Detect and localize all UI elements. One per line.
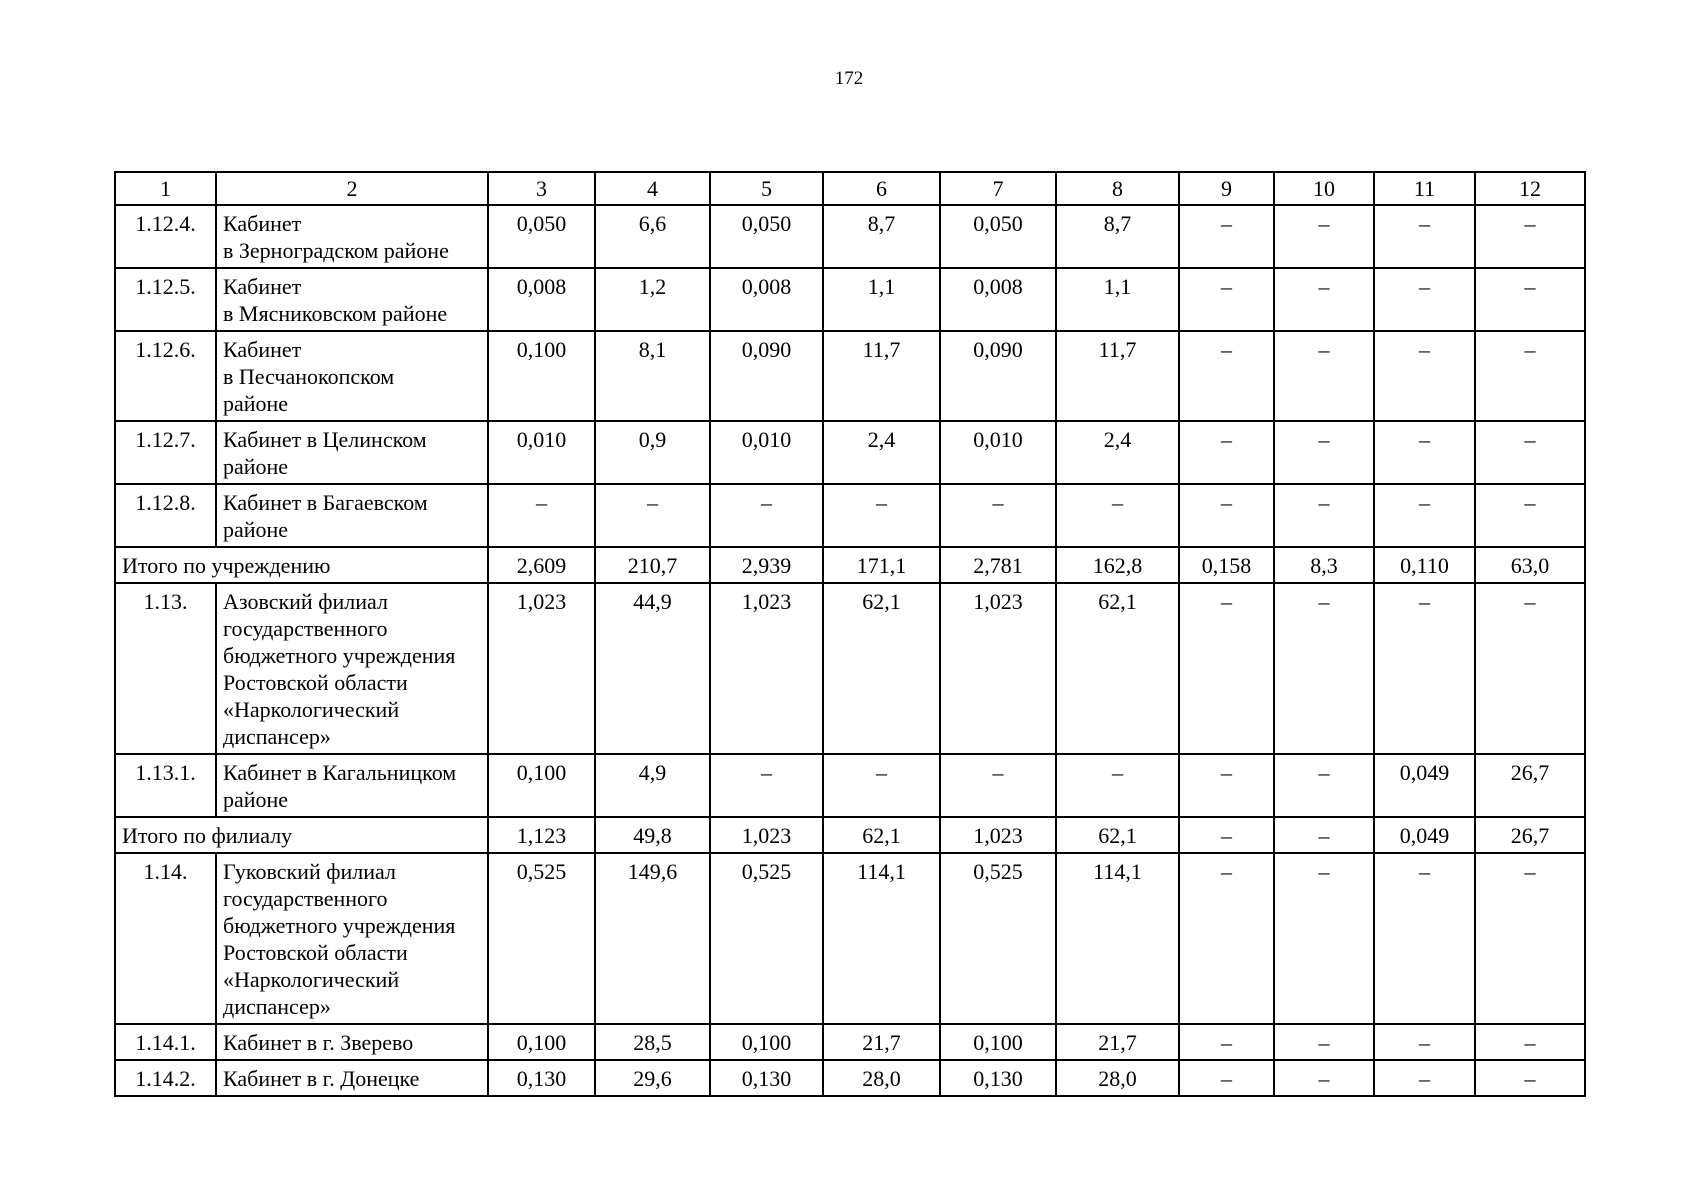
- data-table: [114, 171, 1586, 1097]
- value-cell: –: [1374, 583, 1475, 754]
- value-cell: –: [1274, 754, 1374, 817]
- row-name-line: Гуковский филиал: [223, 859, 396, 884]
- value-cell: 49,8: [595, 817, 710, 853]
- value-cell: 0,010: [488, 421, 595, 484]
- row-name-line: Ростовской области: [223, 670, 408, 695]
- value-cell: –: [1179, 331, 1274, 421]
- table-row: [115, 853, 1585, 1024]
- value-cell: –: [940, 484, 1056, 547]
- value-cell: 26,7: [1475, 817, 1585, 853]
- value-cell: 44,9: [595, 583, 710, 754]
- row-name-line: государственного: [223, 886, 388, 911]
- value-cell: –: [823, 484, 940, 547]
- row-name-line: в Мясниковском районе: [223, 301, 448, 326]
- value-cell: 2,4: [1056, 421, 1179, 484]
- column-header: 5: [710, 172, 823, 205]
- row-number: 1.13.: [115, 583, 216, 754]
- value-cell: 62,1: [1056, 817, 1179, 853]
- value-cell: –: [1179, 484, 1274, 547]
- value-cell: 162,8: [1056, 547, 1179, 583]
- value-cell: 21,7: [823, 1024, 940, 1060]
- value-cell: –: [1475, 853, 1585, 1024]
- value-cell: –: [1056, 484, 1179, 547]
- row-name: [216, 268, 488, 331]
- value-cell: –: [1475, 205, 1585, 268]
- value-cell: –: [1179, 268, 1274, 331]
- value-cell: 0,100: [488, 754, 595, 817]
- total-row: [115, 817, 1585, 853]
- table-row: [115, 1024, 1585, 1060]
- table-row: [115, 484, 1585, 547]
- value-cell: 6,6: [595, 205, 710, 268]
- row-number: 1.12.6.: [115, 331, 216, 421]
- value-cell: –: [595, 484, 710, 547]
- value-cell: 0,010: [710, 421, 823, 484]
- total-label: Итого по филиалу: [115, 817, 488, 853]
- column-header: 1: [115, 172, 216, 205]
- value-cell: –: [1274, 583, 1374, 754]
- value-cell: 63,0: [1475, 547, 1585, 583]
- column-header: 7: [940, 172, 1056, 205]
- value-cell: 26,7: [1475, 754, 1585, 817]
- value-cell: 0,050: [488, 205, 595, 268]
- table-row: [115, 331, 1585, 421]
- value-cell: –: [823, 754, 940, 817]
- row-name-line: диспансер»: [223, 994, 331, 1019]
- value-cell: –: [1475, 1060, 1585, 1096]
- total-row: [115, 547, 1585, 583]
- value-cell: 210,7: [595, 547, 710, 583]
- column-header: 4: [595, 172, 710, 205]
- row-name-line: Ростовской области: [223, 940, 408, 965]
- value-cell: –: [1274, 817, 1374, 853]
- value-cell: –: [1179, 754, 1274, 817]
- header-row: [115, 172, 1585, 205]
- value-cell: 0,008: [488, 268, 595, 331]
- value-cell: –: [1475, 331, 1585, 421]
- value-cell: 62,1: [823, 817, 940, 853]
- value-cell: –: [1374, 268, 1475, 331]
- value-cell: –: [1179, 817, 1274, 853]
- value-cell: –: [1374, 853, 1475, 1024]
- row-name-line: Кабинет в Багаевском: [223, 490, 428, 515]
- row-name-line: «Наркологический: [223, 697, 400, 722]
- value-cell: 62,1: [823, 583, 940, 754]
- row-name-line: в Зерноградском районе: [223, 238, 449, 263]
- row-name-line: бюджетного учреждения: [223, 643, 456, 668]
- value-cell: 11,7: [823, 331, 940, 421]
- value-cell: –: [1374, 1060, 1475, 1096]
- row-name-line: Кабинет в г. Зверево: [223, 1030, 414, 1055]
- row-name: [216, 421, 488, 484]
- row-name-line: районе: [223, 454, 289, 479]
- value-cell: 0,158: [1179, 547, 1274, 583]
- value-cell: –: [1475, 268, 1585, 331]
- value-cell: –: [1374, 421, 1475, 484]
- value-cell: 0,100: [488, 331, 595, 421]
- column-header: 12: [1475, 172, 1585, 205]
- row-number: 1.12.4.: [115, 205, 216, 268]
- value-cell: –: [1274, 1024, 1374, 1060]
- value-cell: 0,050: [940, 205, 1056, 268]
- row-name-line: Кабинет в Кагальницком: [223, 760, 457, 785]
- value-cell: 0,100: [710, 1024, 823, 1060]
- row-number: 1.12.7.: [115, 421, 216, 484]
- value-cell: 0,130: [488, 1060, 595, 1096]
- value-cell: 62,1: [1056, 583, 1179, 754]
- value-cell: 8,1: [595, 331, 710, 421]
- value-cell: –: [488, 484, 595, 547]
- total-label: Итого по учреждению: [115, 547, 488, 583]
- value-cell: 8,3: [1274, 547, 1374, 583]
- value-cell: 0,090: [940, 331, 1056, 421]
- table-body: [115, 172, 1585, 1096]
- value-cell: –: [1274, 205, 1374, 268]
- row-name: [216, 484, 488, 547]
- row-number: 1.13.1.: [115, 754, 216, 817]
- value-cell: –: [710, 484, 823, 547]
- row-name-line: бюджетного учреждения: [223, 913, 456, 938]
- value-cell: 0,130: [710, 1060, 823, 1096]
- row-name-line: Кабинет в Целинском: [223, 427, 427, 452]
- row-name-line: «Наркологический: [223, 967, 400, 992]
- table-row: [115, 583, 1585, 754]
- value-cell: –: [1179, 853, 1274, 1024]
- value-cell: 28,0: [823, 1060, 940, 1096]
- row-name: [216, 331, 488, 421]
- value-cell: –: [940, 754, 1056, 817]
- row-number: 1.14.2.: [115, 1060, 216, 1096]
- column-header: 2: [216, 172, 488, 205]
- value-cell: 0,010: [940, 421, 1056, 484]
- table-row: [115, 205, 1585, 268]
- row-number: 1.14.1.: [115, 1024, 216, 1060]
- row-name: [216, 583, 488, 754]
- page-number: 172: [834, 68, 864, 89]
- value-cell: –: [1179, 421, 1274, 484]
- table-row: [115, 1060, 1585, 1096]
- row-name-line: Кабинет: [223, 211, 302, 236]
- row-name-line: районе: [223, 517, 289, 542]
- row-name-line: Азовский филиал: [223, 589, 388, 614]
- value-cell: 0,525: [488, 853, 595, 1024]
- value-cell: 1,023: [940, 583, 1056, 754]
- value-cell: 28,0: [1056, 1060, 1179, 1096]
- column-header: 3: [488, 172, 595, 205]
- value-cell: 29,6: [595, 1060, 710, 1096]
- value-cell: –: [1274, 853, 1374, 1024]
- value-cell: 1,2: [595, 268, 710, 331]
- row-name-line: районе: [223, 391, 289, 416]
- value-cell: 2,4: [823, 421, 940, 484]
- value-cell: –: [1274, 268, 1374, 331]
- value-cell: –: [1179, 1024, 1274, 1060]
- column-header: 10: [1274, 172, 1374, 205]
- value-cell: –: [1374, 1024, 1475, 1060]
- table-row: [115, 754, 1585, 817]
- row-name-line: государственного: [223, 616, 388, 641]
- row-name: [216, 853, 488, 1024]
- value-cell: –: [1179, 583, 1274, 754]
- value-cell: 1,023: [710, 583, 823, 754]
- value-cell: 114,1: [823, 853, 940, 1024]
- value-cell: 1,023: [940, 817, 1056, 853]
- value-cell: 114,1: [1056, 853, 1179, 1024]
- row-number: 1.14.: [115, 853, 216, 1024]
- value-cell: –: [1274, 421, 1374, 484]
- value-cell: 21,7: [1056, 1024, 1179, 1060]
- row-name: [216, 1024, 488, 1060]
- value-cell: –: [1274, 1060, 1374, 1096]
- value-cell: 0,049: [1374, 754, 1475, 817]
- value-cell: –: [1274, 484, 1374, 547]
- value-cell: –: [1475, 421, 1585, 484]
- value-cell: –: [1374, 205, 1475, 268]
- value-cell: 0,100: [940, 1024, 1056, 1060]
- table-row: [115, 268, 1585, 331]
- value-cell: 1,123: [488, 817, 595, 853]
- value-cell: 2,939: [710, 547, 823, 583]
- value-cell: –: [1475, 484, 1585, 547]
- column-header: 9: [1179, 172, 1274, 205]
- column-header: 6: [823, 172, 940, 205]
- value-cell: 0,9: [595, 421, 710, 484]
- value-cell: –: [1374, 331, 1475, 421]
- column-header: 8: [1056, 172, 1179, 205]
- column-header: 11: [1374, 172, 1475, 205]
- row-name-line: в Песчанокопском: [223, 364, 395, 389]
- value-cell: 11,7: [1056, 331, 1179, 421]
- value-cell: 2,781: [940, 547, 1056, 583]
- value-cell: 2,609: [488, 547, 595, 583]
- value-cell: –: [1179, 1060, 1274, 1096]
- row-name: [216, 1060, 488, 1096]
- value-cell: 0,110: [1374, 547, 1475, 583]
- value-cell: 1,023: [488, 583, 595, 754]
- value-cell: 0,525: [940, 853, 1056, 1024]
- value-cell: 8,7: [823, 205, 940, 268]
- value-cell: 1,023: [710, 817, 823, 853]
- value-cell: 0,008: [940, 268, 1056, 331]
- row-name-line: Кабинет: [223, 337, 302, 362]
- value-cell: –: [1374, 484, 1475, 547]
- row-name-line: Кабинет: [223, 274, 302, 299]
- value-cell: 0,100: [488, 1024, 595, 1060]
- value-cell: 8,7: [1056, 205, 1179, 268]
- value-cell: 171,1: [823, 547, 940, 583]
- value-cell: 0,049: [1374, 817, 1475, 853]
- row-name: [216, 205, 488, 268]
- row-name-line: районе: [223, 787, 289, 812]
- value-cell: 4,9: [595, 754, 710, 817]
- value-cell: 0,090: [710, 331, 823, 421]
- value-cell: –: [1274, 331, 1374, 421]
- value-cell: 0,008: [710, 268, 823, 331]
- value-cell: –: [1475, 1024, 1585, 1060]
- value-cell: –: [1475, 583, 1585, 754]
- value-cell: 0,130: [940, 1060, 1056, 1096]
- table-row: [115, 421, 1585, 484]
- value-cell: 0,050: [710, 205, 823, 268]
- row-number: 1.12.8.: [115, 484, 216, 547]
- value-cell: 1,1: [823, 268, 940, 331]
- row-name-line: Кабинет в г. Донецке: [223, 1066, 420, 1091]
- row-number: 1.12.5.: [115, 268, 216, 331]
- value-cell: 28,5: [595, 1024, 710, 1060]
- value-cell: –: [1179, 205, 1274, 268]
- value-cell: –: [1056, 754, 1179, 817]
- value-cell: –: [710, 754, 823, 817]
- value-cell: 1,1: [1056, 268, 1179, 331]
- value-cell: 149,6: [595, 853, 710, 1024]
- row-name-line: диспансер»: [223, 724, 331, 749]
- value-cell: 0,525: [710, 853, 823, 1024]
- row-name: [216, 754, 488, 817]
